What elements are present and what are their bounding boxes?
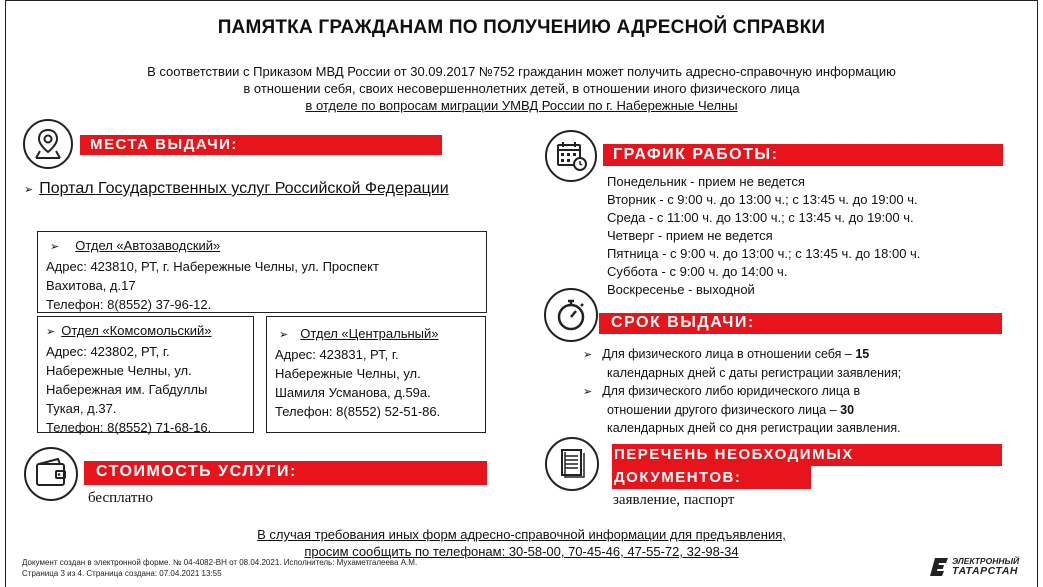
office-phone: Телефон: 8(8552) 52-51-86. [275,404,441,419]
delivery-text: отношении другого физического лица – [607,403,841,417]
intro-line-3 [0,97,1043,114]
delivery-text: календарных дней с даты регистрации заявления; [607,366,902,380]
office-address-line: Набережные Челны, ул. [46,363,192,378]
map-pin-icon [23,119,73,169]
office-card-centralny [266,316,486,433]
cost-heading: СТОИМОСТЬ УСЛУГИ: [96,463,297,480]
document-meta-line-2: Страница 3 из 4. Страница создана: 07.04.2021 13:55 [22,569,222,578]
footer-phones: просим сообщить по телефонам: 30-58-00, 70-45-46, 47-55-72, 32-98-34 [304,544,739,559]
office-title-row [46,321,245,342]
office-card-komsomolsky [37,316,254,433]
documents-value: заявление, паспорт [613,492,735,508]
office-name: Отдел «Центральный» [300,326,439,341]
logo-text [952,557,1019,577]
footer-note-line-1 [0,526,1043,543]
office-address-line: Адрес: 423802, РТ, г. [46,344,170,359]
office-address-line: Набережные Челны, ул. [275,366,421,381]
cost-heading-bar [84,461,487,485]
office-title-row [46,236,478,257]
electronic-tatarstan-logo-icon [930,556,950,578]
documents-heading-bar-2 [612,466,811,489]
cost-value: бесплатно [88,490,153,506]
office-phone: Телефон: 8(8552) 71-68-16. [46,420,212,435]
document-list-icon [545,437,599,491]
office-name: Отдел «Автозаводский» [75,238,221,253]
office-address-line: Адрес: 423810, РТ, г. Набережные Челны, ул. Проспект [46,259,379,274]
office-card-avtozavodsky [37,231,487,313]
schedule-heading-bar [603,144,1003,166]
delivery-text: календарных дней со дня регистрации заявления. [607,421,901,435]
delivery-item-self [583,345,1003,382]
schedule-day: Воскресенье - выходной [607,282,755,297]
page-title: ПАМЯТКА ГРАЖДАНАМ ПО ПОЛУЧЕНИЮ АДРЕСНОЙ СПРАВКИ [217,17,826,38]
schedule-heading: ГРАФИК РАБОТЫ: [613,146,779,163]
delivery-list [583,345,1003,437]
delivery-days-15: 15 [855,347,870,361]
documents-heading-bar [612,444,1002,466]
logo-line-2: ТАТАРСТАН [952,565,1018,577]
schedule-day: Понедельник - прием не ведется [607,174,805,189]
office-name: Отдел «Комсомольский» [61,323,212,338]
arrow-bullet-icon: ➢ [46,326,56,338]
stopwatch-icon [544,288,598,342]
office-phone: Телефон: 8(8552) 37-96-12. [46,297,212,312]
schedule-list [607,173,920,299]
office-address-line: Шамиля Усманова, д.59а. [275,385,431,400]
delivery-days-30: 30 [840,403,855,417]
documents-heading-line-2: ДОКУМЕНТОВ: [614,469,742,486]
document-meta-line-1: Документ создан в электронной форме. № 04-4082-ВН от 08.04.2021. Исполнитель: Мухаметгалеева А.М. [22,558,418,567]
arrow-bullet-icon: ➢ [50,241,60,253]
intro-line-1: В соответствии с Приказом МВД России от 30.09.2017 №752 гражданин может получить адресно-справочную информацию [147,64,896,79]
wallet-icon [24,447,78,501]
delivery-heading: СРОК ВЫДАЧИ: [611,314,755,331]
arrow-bullet-icon: ➢ [279,329,289,341]
office-address-line: Адрес: 423831, РТ, г. [275,347,399,362]
delivery-item-other [583,382,1003,437]
delivery-heading-bar [599,313,1002,334]
places-heading: МЕСТА ВЫДАЧИ: [90,136,238,153]
intro-line-2: в отношении себя, своих несовершеннолетних детей, в отношении иного физического лица [243,81,800,96]
arrow-bullet-icon: ➢ [583,386,593,398]
office-address-line: Вахитова, д.17 [46,278,136,293]
arrow-bullet-icon: ➢ [583,349,593,361]
schedule-day: Вторник - с 9:00 ч. до 13:00 ч.; с 13:45 ч. до 19:00 ч. [607,192,918,207]
page-border-top [5,0,1038,1]
delivery-text: Для физического либо юридического лица в [602,384,861,398]
delivery-text: Для физического лица в отношении себя – [602,347,856,361]
intro-link-text: в отделе по вопросам миграции УМВД России по г. Набережные Челны [305,98,738,113]
schedule-day: Пятница - с 9:00 ч. до 13:00 ч.; с 13:45 ч. до 18:00 ч. [607,246,921,261]
documents-heading-line-1: ПЕРЕЧЕНЬ НЕОБХОДИМЫХ [614,446,854,463]
schedule-day: Суббота - с 9:00 ч. до 14:00 ч. [607,264,788,279]
schedule-day: Четверг - прием не ведется [607,228,773,243]
delivery-text-row [607,401,1003,419]
schedule-day: Среда - с 11:00 ч. до 13:00 ч.; с 13:45 ч. до 19:00 ч. [607,210,914,225]
portal-item[interactable] [24,180,449,198]
footer-text: В случая требования иных форм адресно-справочной информации для предъявления, [257,527,786,542]
arrow-bullet-icon: ➢ [24,184,34,196]
office-address-line: Тукая, д.37. [46,401,117,416]
places-heading-bar [80,135,442,155]
office-address-line: Набережная им. Габдуллы [46,382,208,397]
calendar-icon [545,130,597,182]
logo-line-1: ЭЛЕКТРОННЫЙ [952,556,1020,566]
office-title-row [275,324,477,345]
portal-link[interactable]: Портал Государственных услуг Российской Федерации [39,180,449,197]
